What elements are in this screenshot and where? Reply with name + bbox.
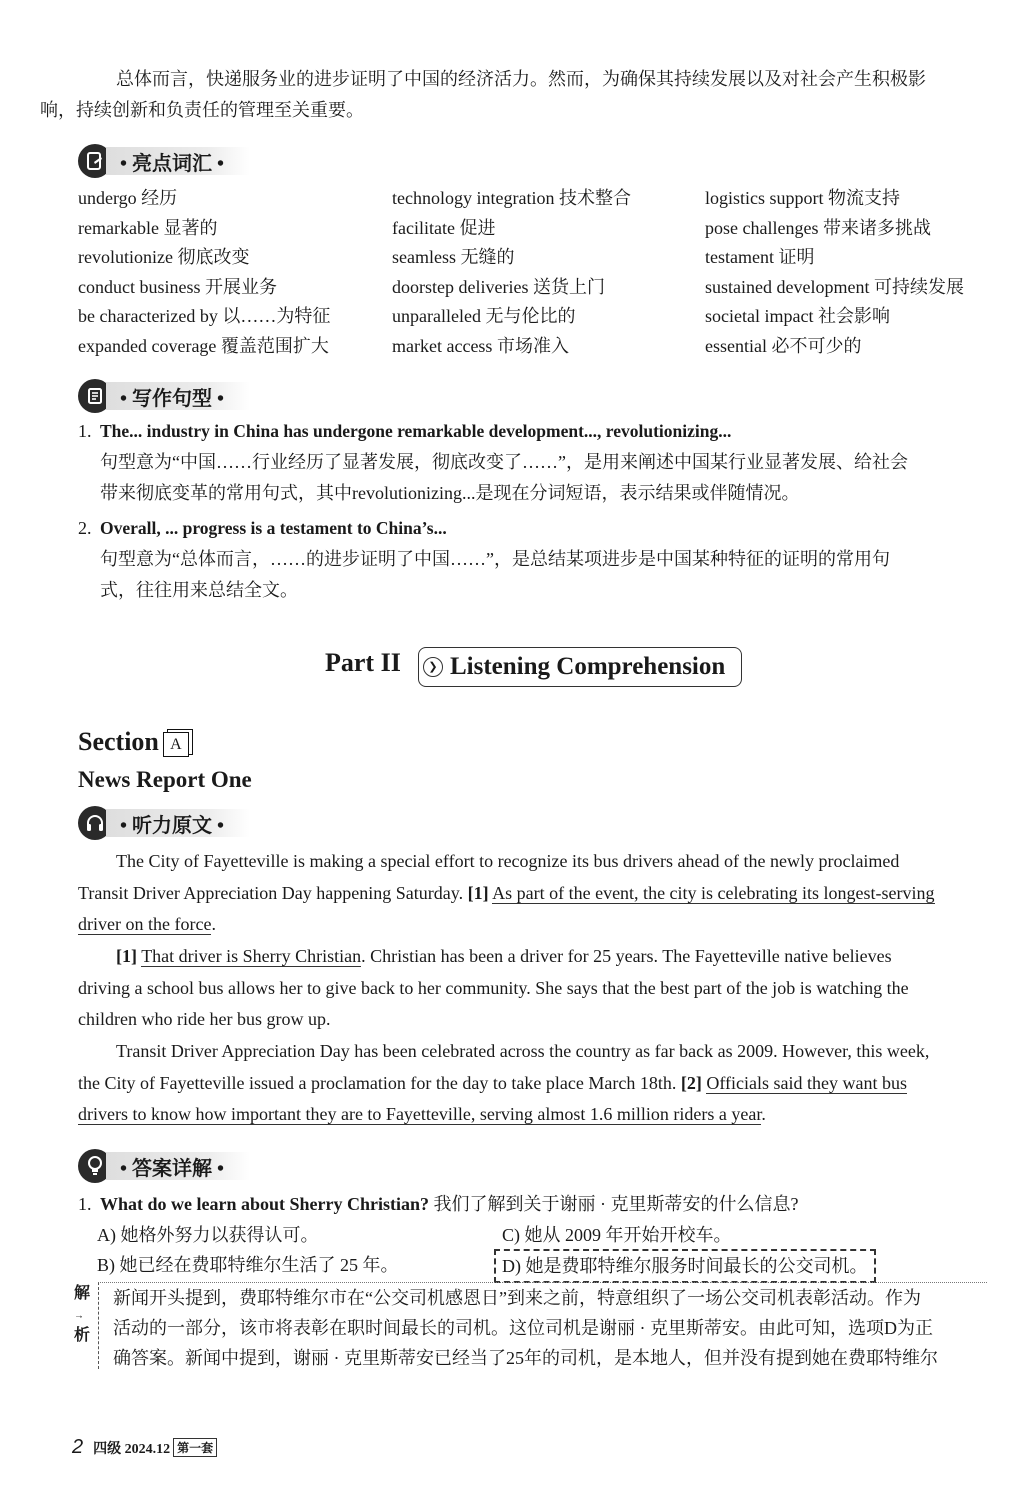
vocab-item: pose challenges 带来诸多挑战 xyxy=(705,217,931,238)
analysis-label-char: 析 xyxy=(74,1327,91,1345)
transcript-line: driving a school bus allows her to give back to her community. She says that the best part of the job is watching the xyxy=(78,977,909,998)
page-number: 2 xyxy=(72,1436,84,1458)
transcript-header xyxy=(78,805,250,841)
transcript-line: Transit Driver Appreciation Day has been celebrated across the country as far back as 2009. However, this week, xyxy=(116,1041,930,1061)
chevron-right-icon: ❯ xyxy=(423,657,443,677)
analysis-label: 解 → 析 xyxy=(74,1285,91,1345)
option-d-correct: D) 她是费耶特维尔服务时间最长的公交司机。 xyxy=(494,1249,876,1283)
vocab-column-2 xyxy=(392,184,705,362)
transcript-line: the City of Fayetteville issued a proclamation for the day to take place March 18th. xyxy=(78,1072,677,1093)
sentence-explanation-line: 句型意为“中国……行业经历了显著发展，彻底改变了……”，是用来阐述中国某行业显著发展、给社会 xyxy=(100,452,908,472)
sentence-pattern: The... industry in China has undergone remarkable development..., revolutionizing... xyxy=(100,421,732,441)
vocab-item: seamless 无缝的 xyxy=(392,247,515,268)
underlined-key-sentence: That driver is Sherry Christian xyxy=(141,946,362,966)
transcript-title: • 听力原文 • xyxy=(106,809,250,837)
summary-paragraph xyxy=(40,64,986,126)
sentence-title: • 写作句型 • xyxy=(106,382,250,410)
vocab-item: revolutionize 彻底改变 xyxy=(78,247,250,268)
answer-marker: [2] xyxy=(680,1072,702,1093)
part-title: Listening Comprehension xyxy=(450,653,726,680)
sentence-explanation-line: 带来彻底变革的常用句式，其中revolutionizing...是现在分词短语，表示结果或伴随情况。 xyxy=(100,483,800,503)
punctuation: . xyxy=(211,914,216,934)
underlined-key-sentence: Officials said they want bus xyxy=(706,1072,907,1093)
vocab-item: expanded coverage 覆盖范围扩大 xyxy=(78,335,329,356)
vocab-column-3 xyxy=(705,184,998,362)
summary-line-2: 响，持续创新和负责任的管理至关重要。 xyxy=(40,100,364,120)
section-letter-badge xyxy=(163,729,191,755)
item-number: 1. xyxy=(78,421,92,441)
transcript-paragraph-2 xyxy=(78,941,986,1036)
vocab-item: conduct business 开展业务 xyxy=(78,276,277,297)
answer-marker: [1] xyxy=(116,946,137,966)
question-1 xyxy=(78,1189,986,1220)
answers-title: • 答案详解 • xyxy=(106,1152,250,1180)
vocab-item: technology integration 技术整合 xyxy=(392,188,631,208)
option-a: A) 她格外努力以获得认可。 xyxy=(97,1225,319,1245)
punctuation: . xyxy=(761,1104,766,1124)
transcript-paragraph-3 xyxy=(78,1036,986,1131)
section-heading xyxy=(78,727,191,757)
sentence-pattern: Overall, ... progress is a testament to China’s... xyxy=(100,518,447,538)
transcript-line: children who ride her bus grow up. xyxy=(78,1009,331,1029)
analysis-label-char: 解 xyxy=(74,1285,91,1302)
vocab-item: facilitate 促进 xyxy=(392,217,496,238)
vocab-header xyxy=(78,143,250,179)
transcript-line: The City of Fayetteville is making a special effort to recognize its bus drivers ahead of the newly proclaimed xyxy=(116,851,900,871)
transcript-paragraph-1 xyxy=(78,846,986,941)
sentence-explanation-line: 句型意为“总体而言，……的进步证明了中国……”，是总结某项进步是中国某种特征的证明的常用句 xyxy=(100,549,890,569)
vocab-item: undergo 经历 xyxy=(78,188,178,208)
analysis-line: 活动的一部分，该市将表彰在职时间最长的司机。这位司机是谢丽 · 克里斯蒂安。由此可知，选项D为正 xyxy=(113,1318,933,1338)
vocab-item: logistics support 物流支持 xyxy=(705,188,901,208)
item-number: 2. xyxy=(78,518,92,538)
vocab-item: be characterized by 以……为特征 xyxy=(78,306,331,327)
vocab-title: • 亮点词汇 • xyxy=(106,147,250,175)
analysis-line: 确答案。新闻中提到，谢丽 · 克里斯蒂安已经当了25年的司机，是本地人，但并没有提到她在费耶特维尔 xyxy=(113,1348,938,1368)
vocab-grid xyxy=(78,184,998,362)
underlined-key-sentence: drivers to know how important they are to Fayetteville, serving almost 1.6 million riders a year xyxy=(78,1104,762,1124)
option-b: B) 她已经在费耶特维尔生活了 25 年。 xyxy=(97,1255,399,1275)
footer xyxy=(72,1436,217,1459)
analysis-line: 新闻开头提到，费耶特维尔市在“公交司机感恩日”到来之前，特意组织了一场公交司机表彰活动。作为 xyxy=(113,1288,921,1308)
footer-text: 四级 2024.12 xyxy=(93,1441,171,1457)
vocab-item: testament 证明 xyxy=(705,247,815,268)
vocab-item: unparalleled 无与伦比的 xyxy=(392,306,576,327)
sentence-explanation-line: 式，往往用来总结全文。 xyxy=(100,580,298,600)
part-title-box xyxy=(418,647,742,687)
answers-header xyxy=(78,1148,250,1184)
sentence-header xyxy=(78,378,250,414)
vocab-item: societal impact 社会影响 xyxy=(705,306,890,327)
news-report-title: News Report One xyxy=(78,767,252,792)
summary-line-1: 总体而言，快递服务业的进步证明了中国的经济活力。然而，为确保其持续发展以及对社会产生积极影 xyxy=(116,69,926,89)
vocab-item: essential 必不可少的 xyxy=(705,335,862,356)
transcript-line: . Christian has been a driver for 25 years. The Fayetteville native believes xyxy=(361,946,892,966)
vocab-item: market access 市场准入 xyxy=(392,335,569,356)
sentence-item-1 xyxy=(78,416,986,509)
transcript-line: Transit Driver Appreciation Day happening Saturday. xyxy=(78,882,464,903)
question-text-en: What do we learn about Sherry Christian? xyxy=(100,1194,430,1214)
option-c: C) 她从 2009 年开始开校车。 xyxy=(502,1225,732,1245)
underlined-key-sentence: driver on the force xyxy=(78,914,212,934)
footer-tag: 第一套 xyxy=(173,1438,217,1457)
section-label: Section xyxy=(78,727,159,756)
section-letter: A xyxy=(163,732,189,757)
answer-marker: [1] xyxy=(467,882,489,903)
analysis-text xyxy=(113,1283,986,1373)
vocab-item: remarkable 显著的 xyxy=(78,217,218,238)
question-text-zh: 我们了解到关于谢丽 · 克里斯蒂安的什么信息? xyxy=(433,1194,799,1214)
question-number: 1. xyxy=(78,1194,92,1214)
underlined-key-sentence: As part of the event, the city is celebrating its longest-serving xyxy=(492,882,935,903)
part-label: Part II xyxy=(325,648,401,677)
vocab-column-1 xyxy=(78,184,392,362)
vocab-item: sustained development 可持续发展 xyxy=(705,276,964,297)
sentence-item-2 xyxy=(78,513,986,606)
vocab-item: doorstep deliveries 送货上门 xyxy=(392,276,605,297)
